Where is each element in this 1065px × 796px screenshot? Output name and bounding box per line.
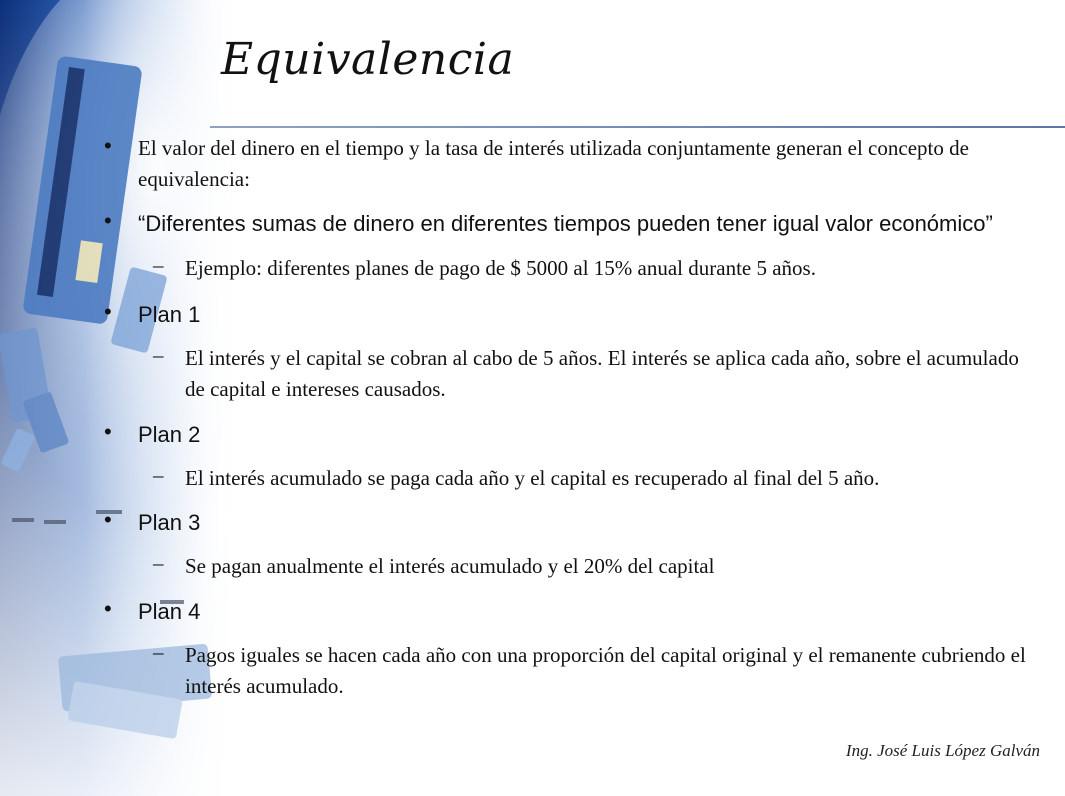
list-item <box>104 208 1039 239</box>
dash-icon: – <box>153 551 164 575</box>
list-item <box>104 253 1039 284</box>
bullet-text: “Diferentes sumas de dinero en diferentes tiempos pueden tener igual valor económico” <box>138 211 993 236</box>
list-item <box>104 551 1039 582</box>
sub-bullet-text: Se pagan anualmente el interés acumulado y el 20% del capital <box>185 554 715 578</box>
bullet-text: Plan 4 <box>138 599 201 624</box>
list-item <box>104 596 1039 627</box>
bullet-icon: • <box>104 208 112 233</box>
list-item <box>104 463 1039 494</box>
bullet-icon: • <box>104 133 112 158</box>
author-footer: Ing. José Luis López Galván <box>845 741 1040 760</box>
bullet-icon: • <box>104 419 112 444</box>
list-item <box>104 507 1039 538</box>
bullet-text: Plan 1 <box>138 302 201 327</box>
list-item <box>104 640 1039 702</box>
list-item <box>104 343 1039 405</box>
dash-icon: – <box>153 640 164 664</box>
list-item <box>104 299 1039 330</box>
sub-bullet-text: Ejemplo: diferentes planes de pago de $ 5000 al 15% anual durante 5 años. <box>185 256 816 280</box>
sub-bullet-text: El interés y el capital se cobran al cabo de 5 años. El interés se aplica cada año, sobre el acumulado de capital e intereses causados. <box>185 346 1019 401</box>
bullet-text: Plan 2 <box>138 422 201 447</box>
bullet-icon: • <box>104 299 112 324</box>
bullet-text: El valor del dinero en el tiempo y la tasa de interés utilizada conjuntamente generan el concepto de equivalencia: <box>138 136 969 191</box>
bullet-icon: • <box>104 507 112 532</box>
sub-bullet-text: El interés acumulado se paga cada año y el capital es recuperado al final del 5 año. <box>185 466 880 490</box>
dash-icon: – <box>153 343 164 367</box>
bullet-text: Plan 3 <box>138 510 201 535</box>
list-item <box>104 419 1039 450</box>
title-divider <box>210 126 1065 128</box>
dash-icon: – <box>153 463 164 487</box>
list-item <box>104 133 1039 195</box>
slide-title: Equivalencia <box>221 34 515 85</box>
sub-bullet-text: Pagos iguales se hacen cada año con una proporción del capital original y el remanente cubriendo el interés acumulado. <box>185 643 1026 698</box>
slide-content <box>104 133 1039 702</box>
dash-icon: – <box>153 253 164 277</box>
bullet-icon: • <box>104 596 112 621</box>
